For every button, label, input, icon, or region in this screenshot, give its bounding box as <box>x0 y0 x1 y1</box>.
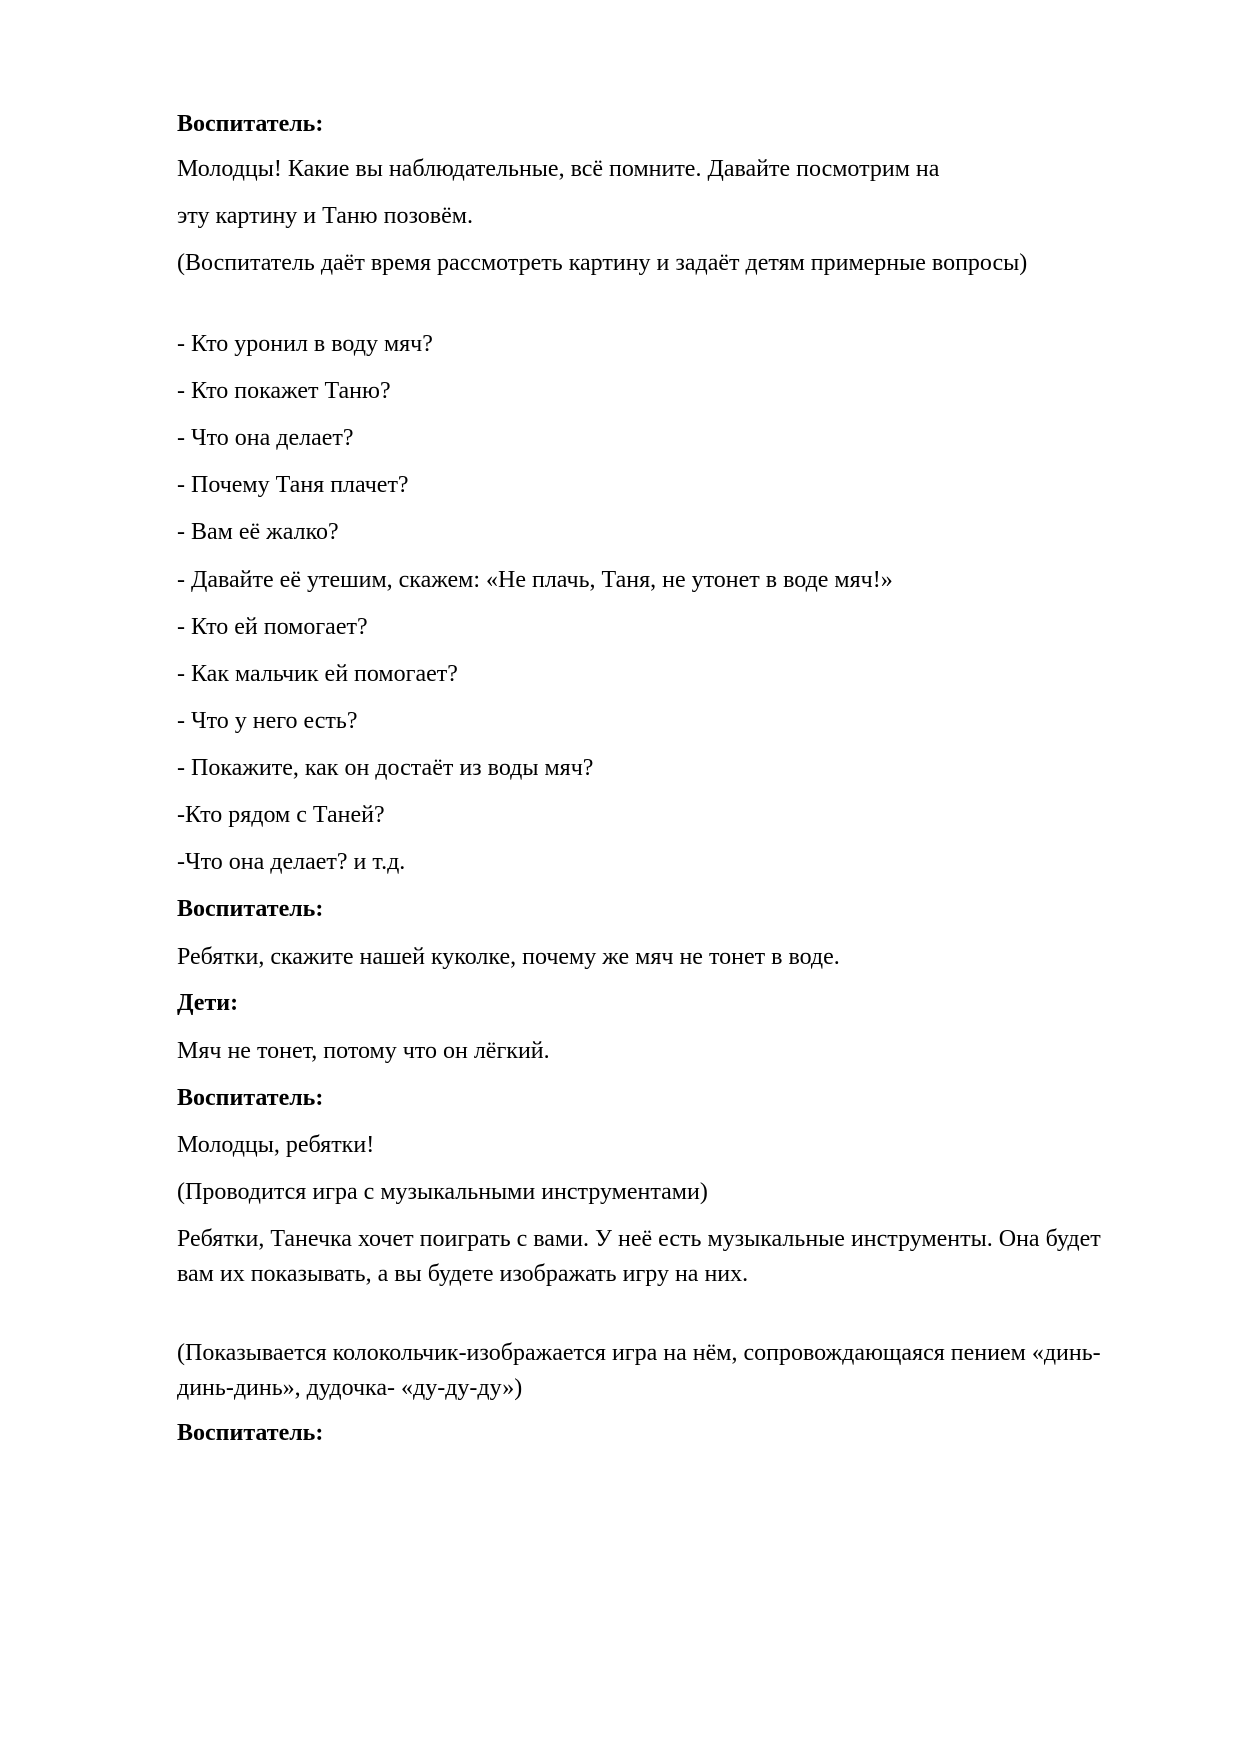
question-item: - Кто покажет Таню? <box>177 378 391 404</box>
speaker-heading: Воспитатель: <box>177 1085 324 1111</box>
speaker-heading: Воспитатель: <box>177 111 324 137</box>
question-item: - Вам её жалко? <box>177 519 339 545</box>
paragraph: Молодцы! Какие вы наблюдательные, всё помните. Давайте посмотрим на <box>177 156 940 182</box>
question-item: - Кто ей помогает? <box>177 614 368 640</box>
paragraph: Молодцы, ребятки! <box>177 1132 375 1158</box>
question-item: - Как мальчик ей помогает? <box>177 661 458 687</box>
paragraph: Мяч не тонет, потому что он лёгкий. <box>177 1038 550 1064</box>
speaker-heading: Воспитатель: <box>177 1420 324 1446</box>
paragraph: эту картину и Таню позовём. <box>177 203 473 229</box>
question-item: -Что она делает? и т.д. <box>177 849 406 875</box>
paragraph: (Воспитатель даёт время рассмотреть картину и задаёт детям примерные вопросы) <box>177 250 1028 276</box>
paragraph: (Показывается колокольчик-изображается игра на нём, сопровождающаяся пением «динь-динь-динь», дудочка- «ду-ду-ду») <box>177 1340 1101 1401</box>
question-item: - Давайте её утешим, скажем: «Не плачь, Таня, не утонет в воде мяч!» <box>177 567 893 593</box>
paragraph: Ребятки, скажите нашей куколке, почему же мяч не тонет в воде. <box>177 944 840 970</box>
question-item: -Кто рядом с Таней? <box>177 802 385 828</box>
question-item: - Что она делает? <box>177 425 354 451</box>
paragraph: Ребятки, Танечка хочет поиграть с вами. У неё есть музыкальные инструменты. Она будет вам их показывать, а вы будете изображать игру на них. <box>177 1226 1101 1287</box>
speaker-heading: Воспитатель: <box>177 896 324 922</box>
question-item: - Что у него есть? <box>177 708 358 734</box>
question-item: - Почему Таня плачет? <box>177 472 409 498</box>
paragraph: (Проводится игра с музыкальными инструментами) <box>177 1179 708 1205</box>
question-item: - Покажите, как он достаёт из воды мяч? <box>177 755 594 781</box>
speaker-heading: Дети: <box>177 990 239 1016</box>
question-item: - Кто уронил в воду мяч? <box>177 331 433 357</box>
